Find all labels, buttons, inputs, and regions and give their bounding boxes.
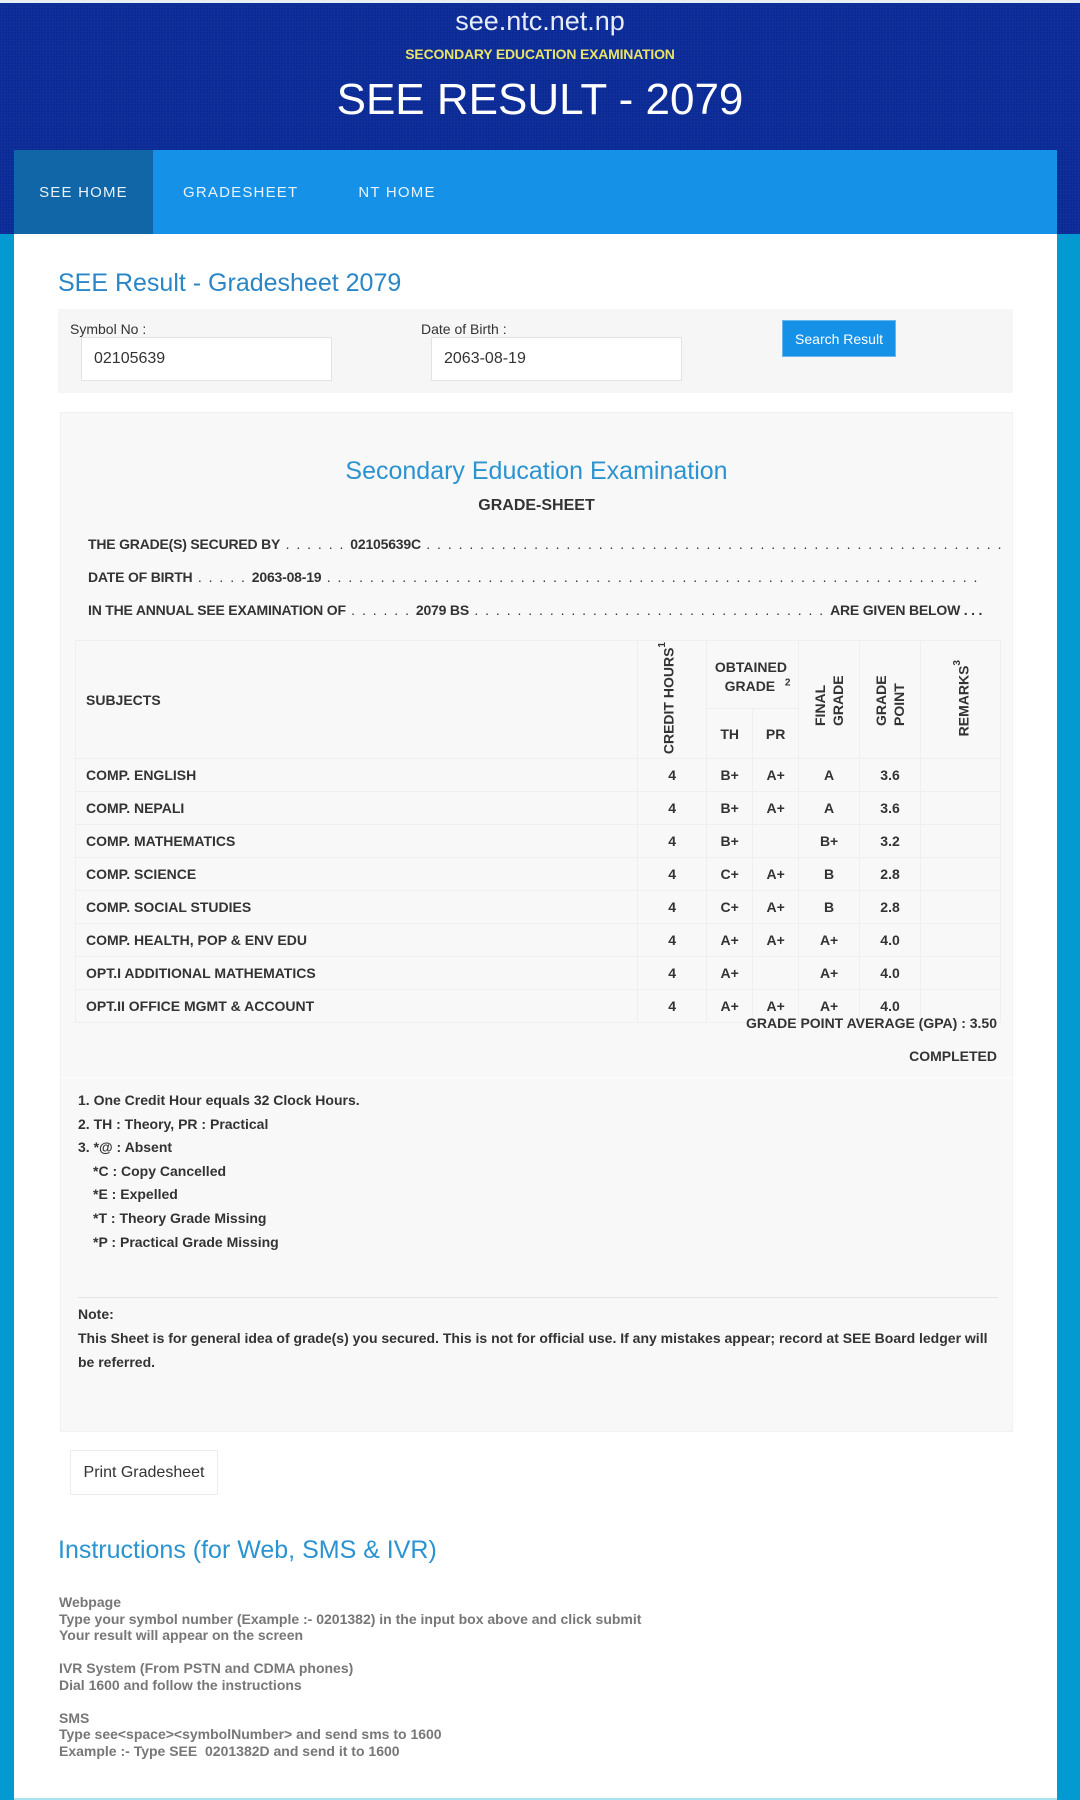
table-row [76, 825, 1001, 858]
instr-sms-heading: SMS [59, 1709, 90, 1726]
dob-label: Date of Birth : [421, 321, 507, 337]
grade-point-cell: 4.0 [860, 924, 921, 957]
gpa: GRADE POINT AVERAGE (GPA) : 3.50 [746, 1015, 997, 1031]
credit-cell: 4 [638, 759, 707, 792]
instr-line: Type your symbol number (Example :- 0201382) in the input box above and click submit [59, 1610, 642, 1627]
credit-cell: 4 [638, 858, 707, 891]
pr-grade-cell: A+ [753, 858, 799, 891]
remarks-cell [921, 759, 1001, 792]
remarks-cell [921, 957, 1001, 990]
subject-cell: COMP. SCIENCE [76, 858, 638, 891]
exam-line: IN THE ANNUAL SEE EXAMINATION OF . . . . . . 2079 BS . . . . . . . . . . . . . . . . . . . . . . . . . . . . . . . . . ARE GIVEN BELOW . . . [88, 602, 983, 618]
th-grade-cell: C+ [707, 858, 753, 891]
note-divider [78, 1297, 998, 1298]
col-remarks [921, 641, 1001, 759]
instr-line: Type see<space><symbolNumber> and send sms to 1600 [59, 1726, 442, 1742]
credit-hours-label: CREDIT HOURS [660, 647, 677, 755]
header-title: SEE RESULT - 2079 [336, 75, 744, 124]
credit-footnote-ref: 1 [657, 642, 669, 648]
subject-cell: COMP. MATHEMATICS [76, 825, 638, 858]
gradesheet-title: Secondary Education Examination [345, 457, 728, 485]
result-status: COMPLETED [909, 1048, 997, 1064]
pr-grade-cell: A+ [753, 759, 799, 792]
search-result-button[interactable]: Search Result [782, 320, 896, 357]
final-grade-cell: A [799, 792, 860, 825]
nav-nt-home[interactable]: NT HOME [358, 183, 436, 201]
col-obtained-grade [707, 641, 799, 709]
nav-gradesheet[interactable]: GRADESHEET [183, 183, 299, 201]
credit-cell: 4 [638, 792, 707, 825]
pr-grade-cell: A+ [753, 924, 799, 957]
exam-label: IN THE ANNUAL SEE EXAMINATION OF [88, 602, 346, 618]
remarks-cell [921, 891, 1001, 924]
final-grade-cell: A+ [799, 924, 860, 957]
navbar [14, 150, 1057, 234]
subject-cell: COMP. HEALTH, POP & ENV EDU [76, 924, 638, 957]
search-form [58, 309, 1013, 393]
grade-point-cell: 4.0 [860, 957, 921, 990]
th-grade-cell: C+ [707, 891, 753, 924]
th-grade-cell: B+ [707, 792, 753, 825]
grade-point-cell: 2.8 [860, 858, 921, 891]
footnote: *C : Copy Cancelled [93, 1162, 227, 1179]
remarks-cell [921, 792, 1001, 825]
dob-line-label: DATE OF BIRTH [88, 569, 193, 585]
pr-grade-cell [753, 957, 799, 990]
secured-by-label: THE GRADE(S) SECURED BY [88, 536, 281, 552]
col-grade-point: GRADE POINT [860, 641, 921, 759]
credit-cell: 4 [638, 990, 707, 1023]
pr-grade-cell: A+ [753, 990, 799, 1023]
remarks-cell [921, 858, 1001, 891]
symbol-input[interactable] [81, 337, 332, 381]
table-row [76, 891, 1001, 924]
instr-line: Dial 1600 and follow the instructions [59, 1676, 302, 1693]
gradesheet-subtitle: GRADE-SHEET [478, 497, 595, 514]
final-grade-cell: A+ [799, 990, 860, 1023]
credit-cell: 4 [638, 957, 707, 990]
final-grade-cell: B [799, 891, 860, 924]
table-row [76, 858, 1001, 891]
final-grade-cell: A+ [799, 957, 860, 990]
instr-line: Example :- Type SEE 0201382D and send it to 1600 [59, 1742, 400, 1759]
remarks-cell [921, 924, 1001, 957]
col-final-grade: FINAL GRADE [799, 641, 860, 759]
note [78, 1302, 998, 1374]
subject-cell: OPT.I ADDITIONAL MATHEMATICS [76, 957, 638, 990]
pr-grade-cell [753, 825, 799, 858]
header-subtitle: SECONDARY EDUCATION EXAMINATION [405, 46, 675, 62]
table-row [76, 792, 1001, 825]
grades-table [75, 640, 1001, 1023]
obtained-footnote-ref: 2 [784, 677, 791, 689]
footnote: *P : Practical Grade Missing [93, 1233, 279, 1250]
th-grade-cell: A+ [707, 990, 753, 1023]
footnote: *E : Expelled [93, 1186, 178, 1203]
secured-by-value: 02105639C [350, 536, 421, 552]
nav-see-home[interactable]: SEE HOME [14, 150, 153, 234]
credit-cell: 4 [638, 825, 707, 858]
credit-cell: 4 [638, 891, 707, 924]
instructions [59, 1594, 641, 1759]
final-grade-cell: A [799, 759, 860, 792]
th-grade-cell: A+ [707, 924, 753, 957]
footnote: 2. TH : Theory, PR : Practical [78, 1115, 269, 1132]
grade-point-cell: 4.0 [860, 990, 921, 1023]
dob-input[interactable] [431, 337, 682, 381]
subject-cell: COMP. NEPALI [76, 792, 638, 825]
exam-value: 2079 BS [415, 602, 469, 618]
footnotes [78, 1089, 360, 1254]
remarks-footnote-ref: 3 [951, 659, 963, 666]
instr-line: Your result will appear on the screen [59, 1627, 304, 1643]
col-credit-hours [638, 641, 707, 759]
table-row [76, 759, 1001, 792]
exam-suffix: ARE GIVEN BELOW . . . [830, 602, 983, 618]
table-row [76, 957, 1001, 990]
pr-grade-cell: A+ [753, 891, 799, 924]
obtained-grade-label: OBTAINED GRADE [714, 658, 787, 694]
th-grade-cell: B+ [707, 825, 753, 858]
subject-cell: COMP. ENGLISH [76, 759, 638, 792]
instructions-title: Instructions (for Web, SMS & IVR) [58, 1536, 437, 1564]
remarks-label: REMARKS [955, 665, 972, 737]
th-grade-cell: A+ [707, 957, 753, 990]
credit-cell: 4 [638, 924, 707, 957]
dob-line-value: 2063-08-19 [251, 569, 322, 585]
final-grade-cell: B [799, 858, 860, 891]
subject-cell: COMP. SOCIAL STUDIES [76, 891, 638, 924]
instr-ivr-heading: IVR System (From PSTN and CDMA phones) [59, 1660, 354, 1676]
symbol-label: Symbol No : [70, 321, 147, 337]
grade-point-cell: 3.6 [860, 792, 921, 825]
col-subjects: SUBJECTS [76, 641, 638, 759]
site-url: see.ntc.net.np [455, 6, 625, 36]
final-grade-cell: B+ [799, 825, 860, 858]
note-label: Note: [78, 1306, 114, 1322]
col-pr: PR [753, 708, 799, 758]
col-th: TH [707, 708, 753, 758]
grade-point-cell: 3.6 [860, 759, 921, 792]
divider [61, 1077, 1012, 1079]
main-content [14, 234, 1057, 1800]
instr-webpage-heading: Webpage [59, 1594, 121, 1610]
th-grade-cell: B+ [707, 759, 753, 792]
remarks-cell [921, 825, 1001, 858]
footnote: 1. One Credit Hour equals 32 Clock Hours. [78, 1092, 360, 1108]
grade-point-cell: 3.2 [860, 825, 921, 858]
dob-line: DATE OF BIRTH . . . . . 2063-08-19 . . . . . . . . . . . . . . . . . . . . . . . . . . . . . . . . . . . . . . . . . . . . . . . . . . . . . . . . . . . . . [88, 569, 979, 585]
secured-by-line: THE GRADE(S) SECURED BY . . . . . . 02105639C . . . . . . . . . . . . . . . . . . . . . . . . . . . . . . . . . . . . . . . . . . . . . . . . . . . . . . [88, 536, 1003, 552]
pr-grade-cell: A+ [753, 792, 799, 825]
table-row [76, 924, 1001, 957]
footnote: *T : Theory Grade Missing [93, 1209, 267, 1226]
grade-point-cell: 2.8 [860, 891, 921, 924]
page-heading: SEE Result - Gradesheet 2079 [58, 269, 402, 297]
print-gradesheet-button[interactable]: Print Gradesheet [70, 1450, 218, 1495]
footnote: 3. *@ : Absent [78, 1139, 173, 1156]
note-text: This Sheet is for general idea of grade(s) you secured. This is not for official use. If any mistakes appear; record at SEE Board ledger will be referred. [78, 1330, 988, 1370]
subject-cell: OPT.II OFFICE MGMT & ACCOUNT [76, 990, 638, 1023]
gradesheet [60, 412, 1013, 1432]
